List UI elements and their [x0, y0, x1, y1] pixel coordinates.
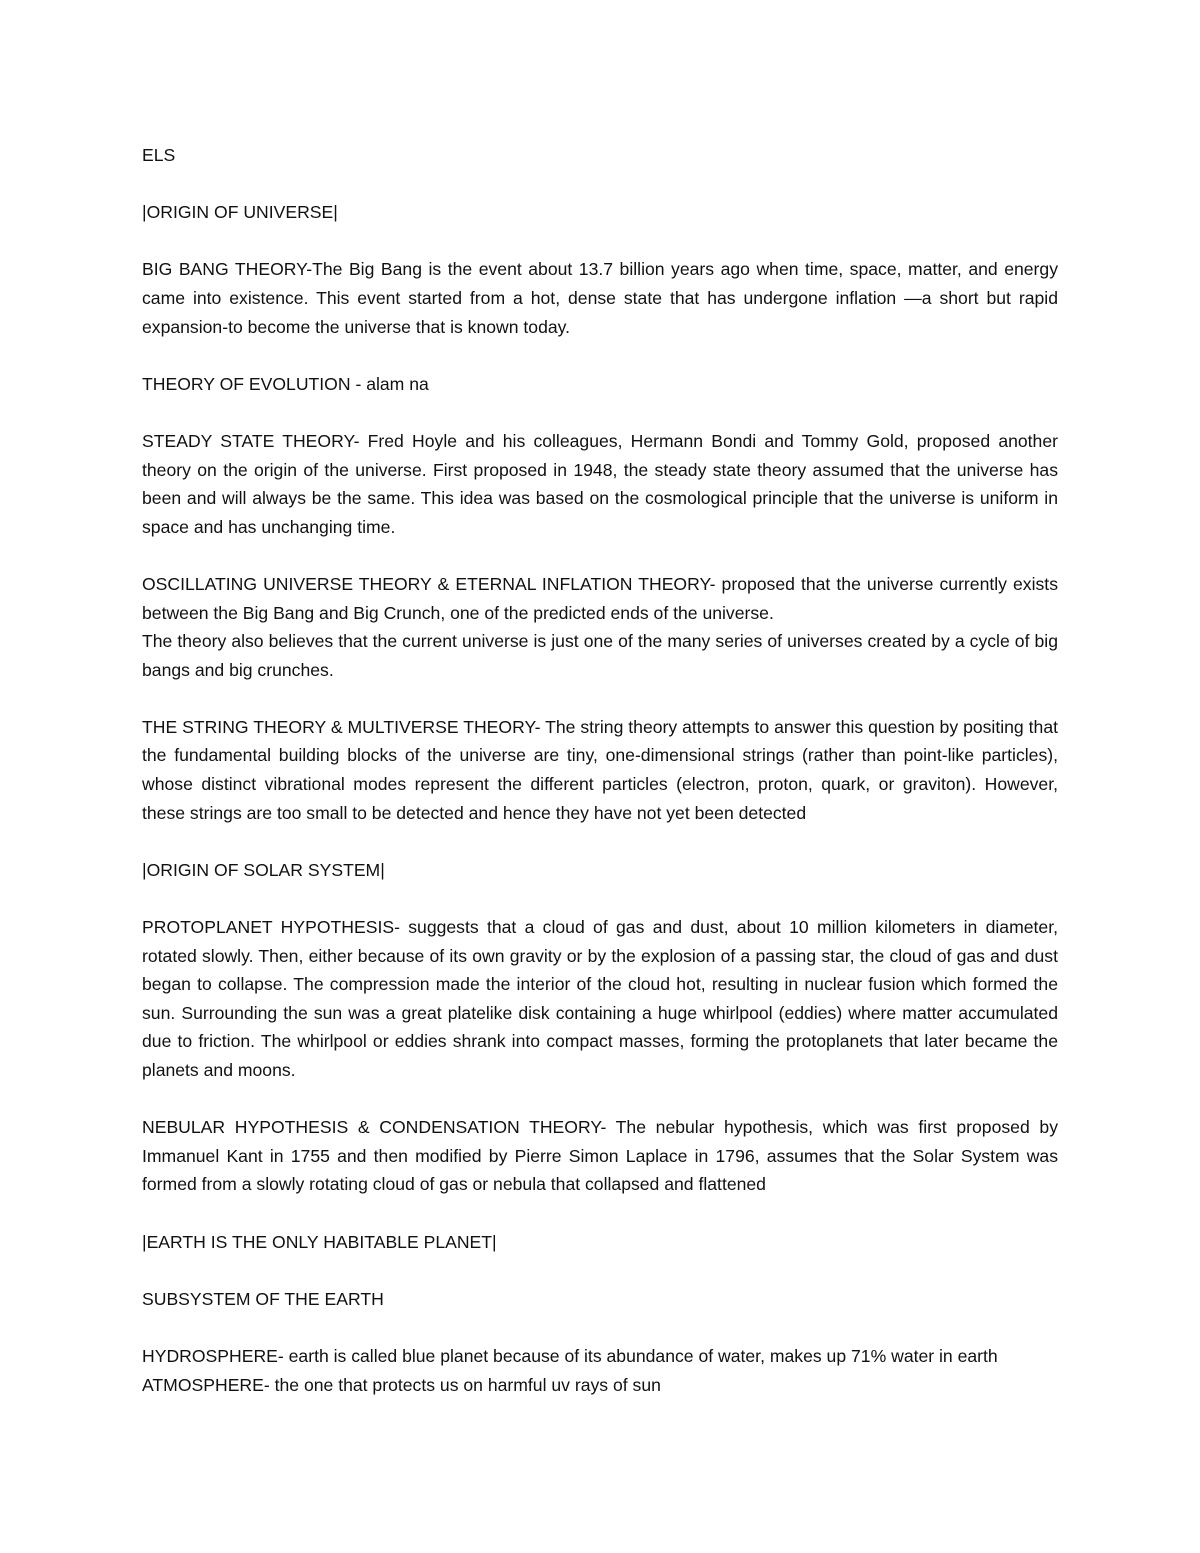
paragraph-protoplanet: PROTOPLANET HYPOTHESIS- suggests that a cloud of gas and dust, about 10 million kilometers in diameter, rotated slowly. Then, either because of its own gravity or by the explosion of a passing star, the cloud of gas and dust began to collapse. The compression made the interior of the cloud hot, resulting in nuclear fusion which formed the sun. Surrounding the sun was a great platelike disk containing a huge whirlpool (eddies) where matter accumulated due to friction. The whirlpool or eddies shrank into compact masses, forming the protoplanets that later became the planets and moons.: [142, 917, 1058, 1080]
paragraph-evolution: THEORY OF EVOLUTION - alam na: [142, 373, 429, 394]
paragraph-nebular: NEBULAR HYPOTHESIS & CONDENSATION THEORY- The nebular hypothesis, which was first proposed by Immanuel Kant in 1755 and then modified by Pierre Simon Laplace in 1796, assumes that the Solar System was formed from a slowly rotating cloud of gas or nebula that collapsed and flattened: [142, 1117, 1058, 1195]
paragraph-string-theory: THE STRING THEORY & MULTIVERSE THEORY- The string theory attempts to answer this question by positing that the fundamental building blocks of the universe are tiny, one-dimensional strings (rather than point-like particles), whose distinct vibrational modes represent the different particles (electron, proton, quark, or graviton). However, these strings are too small to be detected and hence they have not yet been detected: [142, 716, 1058, 823]
paragraph-oscillating-2: The theory also believes that the current universe is just one of the many series of universes created by a cycle of big bangs and big crunches.: [142, 631, 1058, 680]
heading-earth-habitable: |EARTH IS THE ONLY HABITABLE PLANET|: [142, 1231, 497, 1252]
paragraph-atmosphere: ATMOSPHERE- the one that protects us on harmful uv rays of sun: [142, 1374, 661, 1395]
paragraph-subsystem: SUBSYSTEM OF THE EARTH: [142, 1288, 384, 1309]
heading-origin-of-solar-system: |ORIGIN OF SOLAR SYSTEM|: [142, 859, 385, 880]
paragraph-oscillating-1: OSCILLATING UNIVERSE THEORY & ETERNAL INFLATION THEORY- proposed that the universe currently exists between the Big Bang and Big Crunch, one of the predicted ends of the universe.: [142, 573, 1058, 623]
paragraph-steady-state: STEADY STATE THEORY- Fred Hoyle and his colleagues, Hermann Bondi and Tommy Gold, proposed another theory on the origin of the universe. First proposed in 1948, the steady state theory assumed that the universe has been and will always be the same. This idea was based on the cosmological principle that the universe is uniform in space and has unchanging time.: [142, 430, 1058, 537]
document-header: ELS: [142, 145, 176, 165]
document-body: [142, 141, 1058, 1399]
paragraph-hydrosphere: HYDROSPHERE- earth is called blue planet because of its abundance of water, makes up 71% water in earth: [142, 1345, 998, 1366]
heading-origin-of-universe: |ORIGIN OF UNIVERSE|: [142, 202, 338, 223]
paragraph-big-bang: BIG BANG THEORY-The Big Bang is the event about 13.7 billion years ago when time, space, matter, and energy came into existence. This event started from a hot, dense state that has undergone inflation —a short but rapid expansion-to become the universe that is known today.: [142, 259, 1058, 337]
